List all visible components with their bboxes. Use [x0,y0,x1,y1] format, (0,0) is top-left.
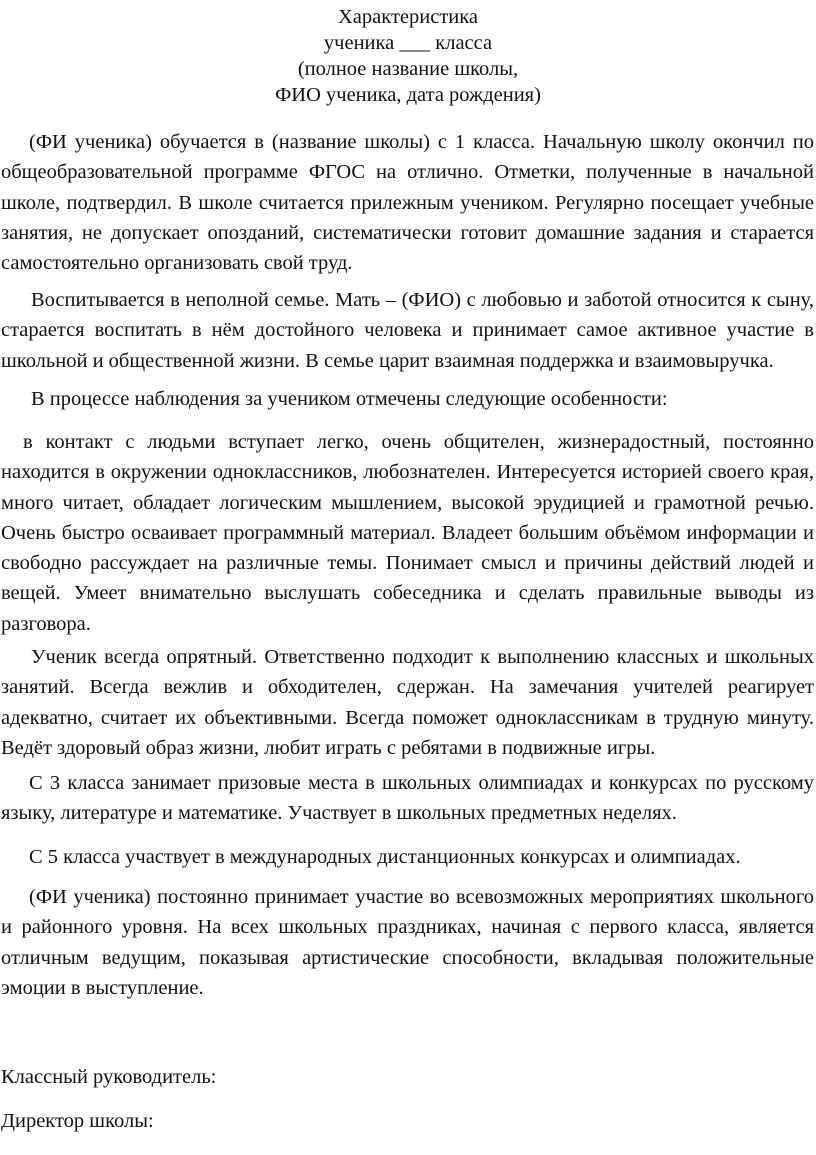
class-teacher-signature: Классный руководитель: [1,1066,217,1088]
paragraph-observation-intro: В процессе наблюдения за учеником отмечены следующие особенности: [31,388,668,410]
paragraph-behavior: Ученик всегда опрятный. Ответственно подходит к выполнению классных и школьных занятий. Всегда вежлив и обходителен, сдержан. На замечания учителей реагирует адекватно, считает их объективными. Всегда поможет одноклассникам в трудную минуту. Ведёт здоровый образ жизни, любит играть с ребятами в подвижные игры. [1,646,814,759]
document-title: Характеристика [338,6,478,28]
paragraph-education: (ФИ ученика) обучается в (название школы) с 1 класса. Начальную школу окончил по общеобразовательной программе ФГОС на отлично. Отметки, полученные в начальной школе, подтвердил. В школе считается прилежным учеником. Регулярно посещает учебные занятия, не допускает опозданий, систематически готовит домашние задания и старается самостоятельно организовать свой труд. [1,131,814,275]
director-signature: Директор школы: [1,1110,154,1132]
paragraph-olympiads: С 3 класса занимает призовые места в школьных олимпиадах и конкурсах по русскому языку, литературе и математике. Участвует в школьных предметных неделях. [1,772,814,825]
student-class-line: ученика ___ класса [323,32,493,54]
paragraph-contests: С 5 класса участвует в международных дистанционных конкурсах и олимпиадах. [29,846,741,868]
school-name-line: (полное название школы, [297,58,519,80]
paragraph-activities: (ФИ ученика) постоянно принимает участие во всевозможных мероприятиях школьного и районного уровня. На всех школьных праздниках, начиная с первого класса, является отличным ведущим, показывая артистические способности, вкладывая положительные эмоции в выступление. [1,886,814,999]
student-info-line: ФИО ученика, дата рождения) [275,84,541,106]
paragraph-family: Воспитывается в неполной семье. Мать – (ФИО) с любовью и заботой относится к сыну, старается воспитать в нём достойного человека и принимает самое активное участие в школьной и общественной жизни. В семье царит взаимная поддержка и взаимовыручка. [1,289,814,372]
document-header [0,4,816,108]
paragraph-personality: в контакт с людьми вступает легко, очень общителен, жизнерадостный, постоянно находится в окружении одноклассников, любознателен. Интересуется историей своего края, много читает, обладает логическим мышлением, высокой эрудицией и грамотной речью. Очень быстро осваивает программный материал. Владеет большим объёмом информации и свободно рассуждает на различные темы. Понимает смысл и причины действий людей и вещей. Умеет внимательно выслушать собеседника и сделать правильные выводы из разговора. [1,431,814,635]
